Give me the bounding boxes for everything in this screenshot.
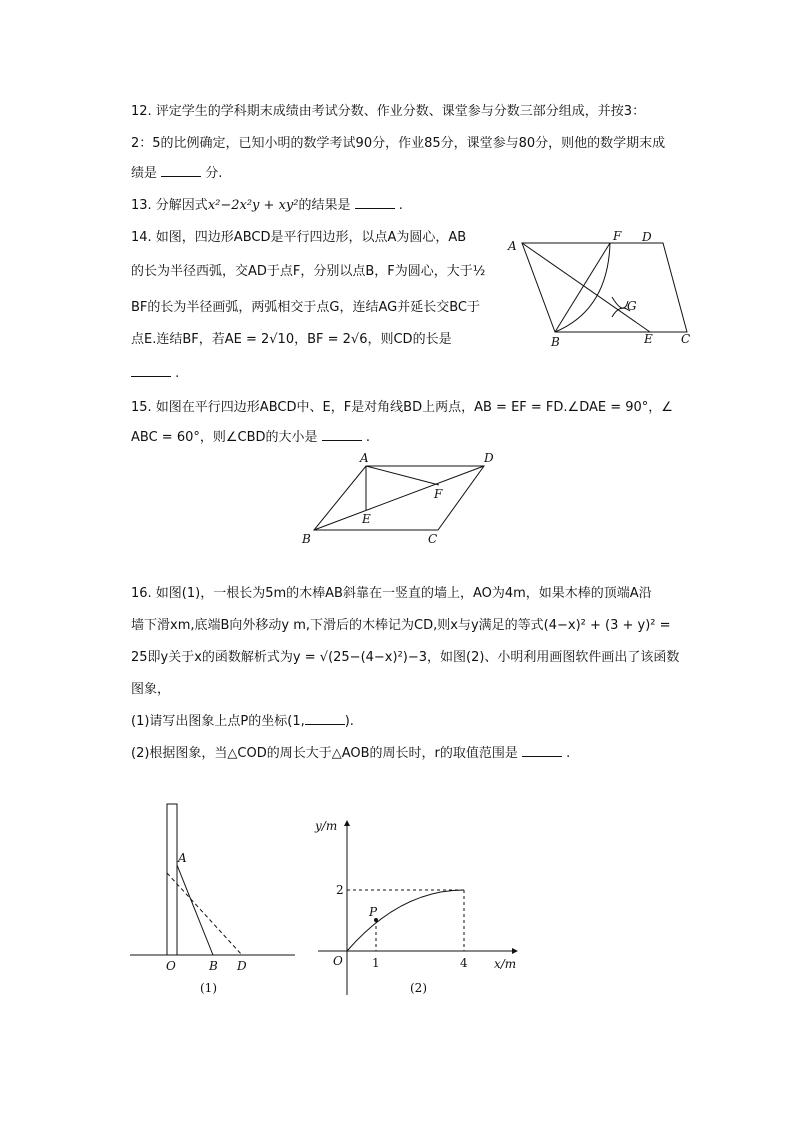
figure-q16-ladder: [125, 800, 305, 1000]
segment-af: [366, 466, 439, 485]
q16-sub2: [131, 744, 570, 764]
q12-line3-pre: 绩是: [131, 166, 158, 181]
label-a: A: [360, 451, 369, 465]
label-b: B: [302, 532, 311, 546]
stick-ab: [177, 865, 213, 955]
label-g: G: [627, 299, 637, 313]
point-p-label: P: [369, 905, 378, 919]
q12-line1: 12. 评定学生的学科期末成绩由考试分数、作业分数、课堂参与分数三部分组成，并按3：: [131, 104, 646, 119]
q14-line1: 14. 如图，四边形ABCD是平行四边形，以点A为圆心，AB: [131, 230, 467, 245]
q16-sub2-post: .: [566, 746, 571, 761]
x-tick-1: 1: [372, 956, 380, 970]
x-tick-4: 4: [460, 956, 468, 970]
label-a: A: [178, 851, 187, 865]
answer-blank-q13[interactable]: [355, 196, 395, 209]
q16-sub1-post: ).: [344, 714, 354, 729]
label-d: D: [237, 959, 247, 973]
q16-sub1-pre: (1)请写出图象上点P的坐标(1,: [131, 714, 305, 729]
q16-line2: 墙下滑xm,底端B向外移动y m,下滑后的木棒记为CD,则x与y满足的等式(4−x)² + (3 + y)² =: [131, 618, 671, 633]
stick-cd-dashed: [167, 873, 242, 955]
label-e: E: [362, 512, 371, 526]
x-axis-label: x/m: [494, 957, 517, 971]
q15-line2: [131, 428, 370, 448]
q12-line2: 2：5的比例确定，已知小明的数学考试90分，作业85分，课堂参与80分，则他的数学期末成: [131, 136, 666, 151]
x-axis-arrow: [512, 948, 518, 954]
segment-bf: [555, 243, 610, 332]
y-axis-arrow: [344, 820, 350, 826]
q14-line2: 的长为半径西弧，交AD于点F，分别以点B，F为圆心，大于½: [131, 264, 486, 279]
q16-line4: 图象，: [131, 682, 171, 697]
figure-q16-graph: [310, 810, 530, 1000]
q13-line: [131, 196, 403, 216]
answer-blank-q15[interactable]: [322, 428, 362, 441]
label-b: B: [551, 335, 560, 349]
label-a: A: [508, 239, 517, 253]
q16-sub2-pre: (2)根据图象，当△COD的周长大于△AOB的周长时，r的取值范围是: [131, 746, 518, 761]
label-b: B: [209, 959, 218, 973]
caption-1: (1): [200, 981, 217, 995]
label-e: E: [644, 332, 653, 346]
q14-line3: BF的长为半径画弧，两弧相交于点G，连结AG并延长交BC于: [131, 300, 480, 315]
figure-q15-parallelogram: [295, 448, 505, 548]
label-f: F: [613, 229, 622, 243]
caption-2: (2): [410, 981, 427, 995]
segment-ae: [522, 243, 650, 332]
q14-line4: 点E.连结BF，若AE = 2√10，BF = 2√6，则CD的长是: [131, 332, 452, 347]
q13-post: 的结果是: [298, 198, 351, 213]
q13-pre: 13. 分解因式: [131, 198, 208, 213]
answer-blank-q16-2[interactable]: [522, 744, 562, 757]
q15-end: .: [365, 430, 370, 445]
figure-q14-parallelogram: [500, 225, 700, 350]
q16-line3: 25即y关于x的函数解析式为y = √(25−(4−x)²)−3，如图(2)、小明利用画图软件画出了该函数: [131, 650, 680, 665]
wall: [167, 804, 177, 955]
label-c: C: [681, 332, 691, 346]
y-tick-2: 2: [336, 883, 344, 897]
parallelogram-abcd: [522, 243, 687, 332]
label-d: D: [642, 230, 652, 244]
q16-line1: 16. 如图(1)，一根长为5m的木棒AB斜靠在一竖直的墙上，AO为4m，如果木棒的顶端A沿: [131, 586, 652, 601]
y-axis-label: y/m: [315, 819, 338, 833]
label-o: O: [166, 959, 176, 973]
q12-line3-post: 分.: [205, 166, 223, 181]
label-d: D: [484, 451, 494, 465]
answer-blank-q16-1[interactable]: [305, 712, 345, 725]
q14-end: .: [175, 366, 180, 381]
label-c: C: [428, 532, 438, 546]
q13-expression: x²−2x²y + xy²: [207, 198, 299, 213]
arc-g-1: [612, 297, 628, 308]
q12-line3: [131, 164, 222, 184]
origin-label: O: [333, 954, 343, 968]
q13-end: .: [398, 198, 403, 213]
label-f: F: [434, 487, 443, 501]
q16-sub1: [131, 712, 354, 732]
q15-line2-pre: ABC = 60°，则∠CBD的大小是: [131, 430, 318, 445]
q14-line5: [131, 364, 179, 384]
q15-line1: 15. 如图在平行四边形ABCD中、E，F是对角线BD上两点，AB = EF = FD.∠DAE = 90°，∠: [131, 400, 673, 415]
answer-blank-q14[interactable]: [131, 364, 171, 377]
function-curve: [347, 890, 464, 951]
answer-blank-q12[interactable]: [161, 164, 201, 177]
